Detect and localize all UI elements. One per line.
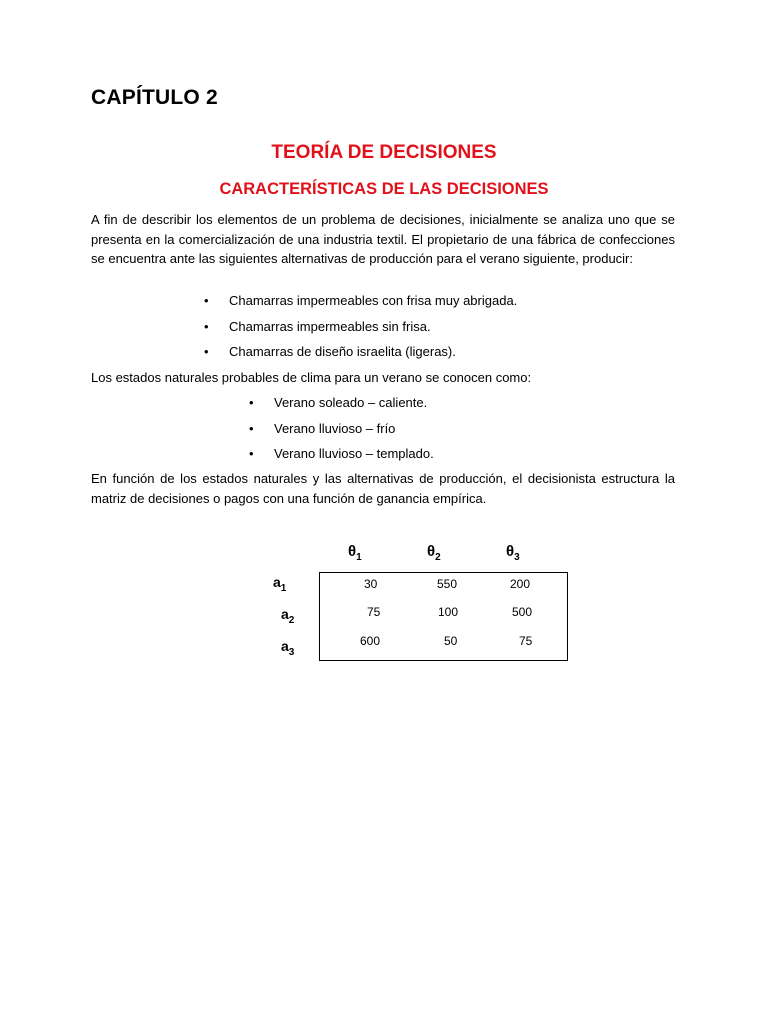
row-header-a-2 xyxy=(281,606,294,626)
chapter-heading: CAPÍTULO 2 xyxy=(91,86,218,109)
row-index: 1 xyxy=(280,582,287,594)
row-header-a-1 xyxy=(273,574,286,594)
bullet-icon: • xyxy=(249,420,254,436)
list-item xyxy=(249,419,434,445)
row-header-a-3 xyxy=(281,638,294,658)
matrix-intro-paragraph: En función de los estados naturales y las alternativas de producción, el decisionista estructura la matriz de decisiones o pagos con una función de ganancia empírica. xyxy=(91,471,675,506)
theta-index: 3 xyxy=(514,552,520,563)
matrix-cell: 75 xyxy=(519,634,533,648)
alternative-text: Chamarras impermeables sin frisa. xyxy=(229,318,431,334)
column-header-theta-1 xyxy=(348,543,362,563)
matrix-cell: 550 xyxy=(437,577,458,591)
theta-symbol: θ xyxy=(348,543,357,560)
bullet-icon: • xyxy=(249,395,254,410)
alternative-text: Chamarras de diseño israelita (ligeras). xyxy=(229,344,456,359)
matrix-cell: 600 xyxy=(360,634,381,648)
page-title: TEORÍA DE DECISIONES xyxy=(271,142,497,163)
bullet-icon: • xyxy=(204,344,209,359)
list-item xyxy=(204,342,517,368)
section-subtitle: CARACTERÍSTICAS DE LAS DECISIONES xyxy=(219,180,549,198)
list-item xyxy=(249,444,434,470)
theta-index: 2 xyxy=(435,552,441,563)
theta-symbol: θ xyxy=(506,543,515,560)
state-text: Verano soleado – caliente. xyxy=(274,395,428,410)
row-symbol: a xyxy=(281,638,289,654)
bullet-icon: • xyxy=(204,293,209,308)
alternative-text: Chamarras impermeables con frisa muy abrigada. xyxy=(229,293,518,308)
row-index: 2 xyxy=(288,614,295,626)
column-header-theta-2 xyxy=(427,543,441,563)
list-item xyxy=(204,317,517,343)
intro-paragraph: A fin de describir los elementos de un problema de decisiones, inicialmente se analiza uno que se presenta en la comercialización de una industria textil. El propietario de una fábrica de confecciones se encuentra ante las siguientes alternativas de producción para el verano siguiente, producir: xyxy=(91,212,675,267)
bullet-icon: • xyxy=(204,318,209,334)
matrix-cell: 100 xyxy=(438,605,459,619)
row-index: 3 xyxy=(288,646,295,658)
matrix-cell: 75 xyxy=(367,605,381,619)
state-text: Verano lluvioso – templado. xyxy=(274,446,434,461)
row-symbol: a xyxy=(281,606,289,622)
matrix-cell: 200 xyxy=(510,577,531,591)
list-item xyxy=(249,393,434,419)
states-list xyxy=(249,393,434,470)
matrix-cell: 500 xyxy=(512,605,533,619)
states-paragraph: Los estados naturales probables de clima para un verano se conocen como: xyxy=(91,370,532,385)
list-item xyxy=(204,291,518,317)
alternatives-list xyxy=(204,291,518,368)
row-symbol: a xyxy=(273,574,281,590)
theta-symbol: θ xyxy=(427,543,436,560)
theta-index: 1 xyxy=(356,552,362,563)
bullet-icon: • xyxy=(249,446,254,461)
matrix-cell: 50 xyxy=(444,634,458,648)
column-header-theta-3 xyxy=(506,543,520,563)
matrix-cell: 30 xyxy=(364,577,378,591)
state-text: Verano lluvioso – frío xyxy=(274,420,396,436)
